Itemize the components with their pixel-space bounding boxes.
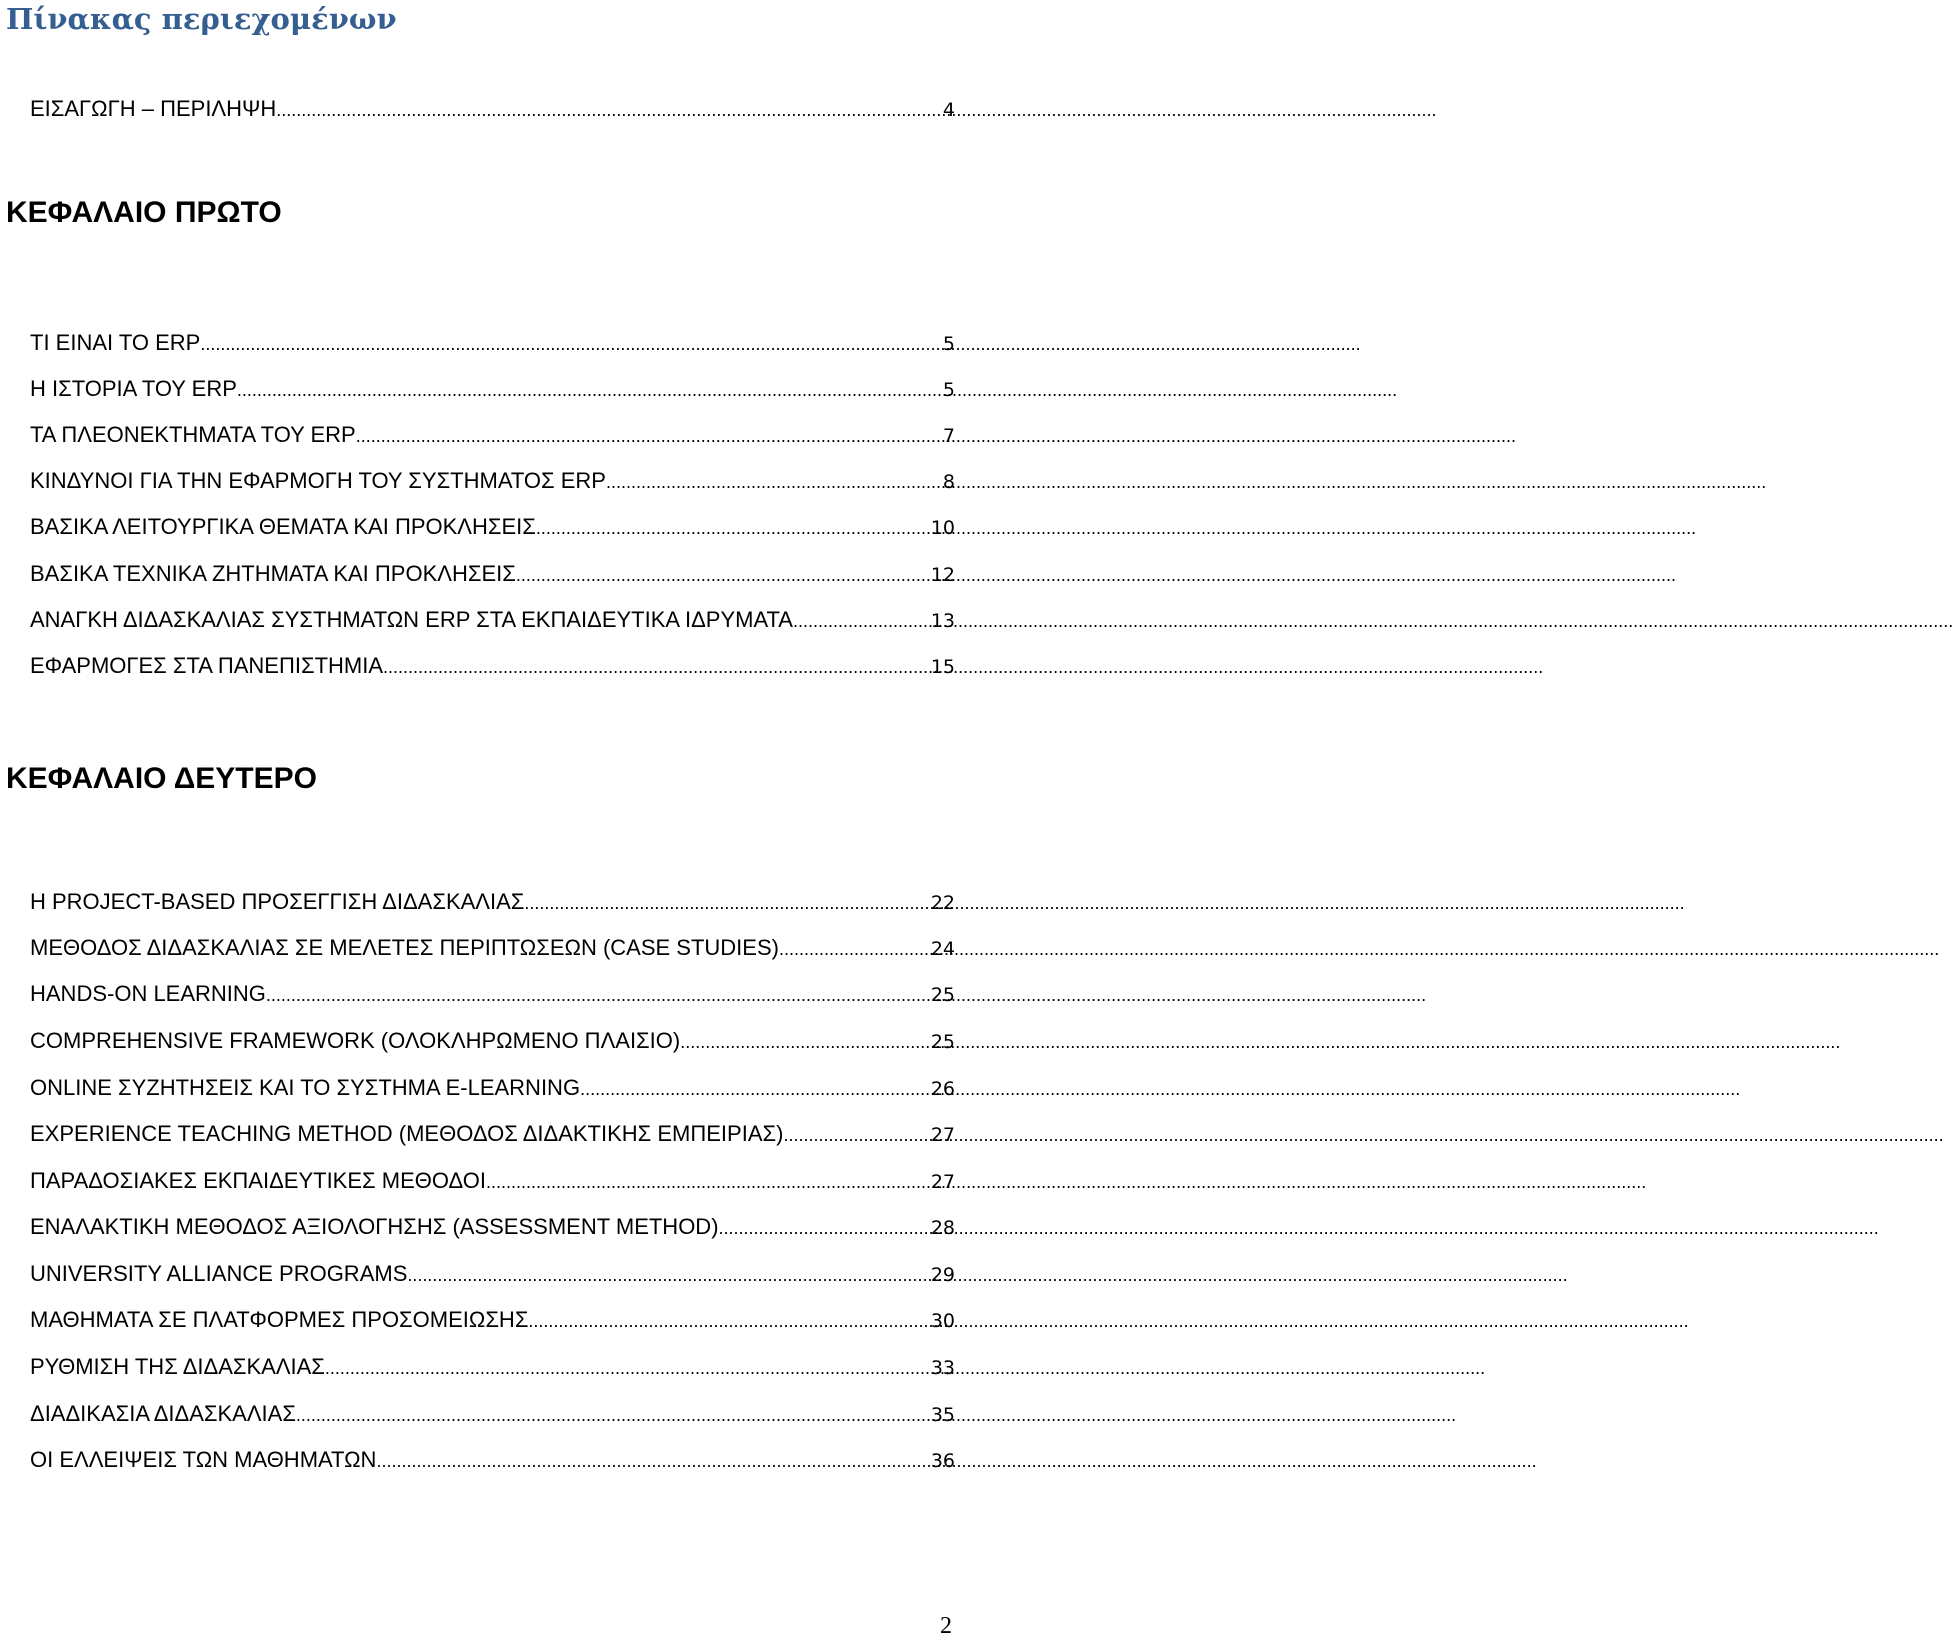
dot-leader	[325, 1351, 930, 1385]
dot-leader	[524, 886, 929, 920]
toc-entry-intro[interactable]	[30, 92, 955, 126]
dot-leader	[580, 1072, 930, 1106]
dot-leader	[528, 1304, 929, 1338]
toc-entry[interactable]	[30, 1443, 955, 1477]
toc-entry-page-number: 35	[930, 1404, 955, 1426]
toc-entry[interactable]	[30, 931, 955, 965]
toc-entry-label: ΟΙ ΕΛΛΕΙΨΕΙΣ ΤΩΝ ΜΑΘΗΜΑΤΩΝ	[30, 1447, 377, 1472]
toc-entry[interactable]	[30, 1350, 955, 1384]
dot-leader	[516, 558, 930, 592]
dot-leader	[680, 1025, 930, 1059]
toc-entry-label: ΒΑΣΙΚΑ ΤΕΧΝΙΚΑ ΖΗΤΗΜΑΤΑ ΚΑΙ ΠΡΟΚΛΗΣΕΙΣ	[30, 561, 516, 586]
toc-entry-page-number: 22	[930, 892, 955, 914]
dot-leader	[200, 327, 942, 361]
toc-entry-label: ΔΙΑΔΙΚΑΣΙΑ ΔΙΔΑΣΚΑΛΙΑΣ	[30, 1401, 296, 1426]
toc-entry-page-number: 15	[930, 656, 955, 678]
toc-entry-label: HANDS-ON LEARNING	[30, 981, 266, 1006]
toc-entry-page-number: 10	[930, 517, 955, 539]
toc-entry-page-number: 4	[942, 99, 955, 121]
toc-entry[interactable]	[30, 1117, 955, 1151]
dot-leader	[719, 1211, 930, 1245]
toc-entry[interactable]	[30, 977, 955, 1011]
toc-entry[interactable]	[30, 1071, 955, 1105]
toc-entry-page-number: 7	[942, 425, 955, 447]
dot-leader	[376, 1444, 929, 1478]
chapter-heading-2: ΚΕΦΑΛΑΙΟ ΔΕΥΤΕΡΟ	[6, 762, 317, 795]
toc-entry-page-number: 27	[930, 1124, 955, 1146]
toc-entry-label: ΕΙΣΑΓΩΓΗ – ΠΕΡΙΛΗΨΗ	[30, 96, 277, 121]
toc-entry-label: ΑΝΑΓΚΗ ΔΙΔΑΣΚΑΛΙΑΣ ΣΥΣΤΗΜΑΤΩΝ ERP ΣΤΑ ΕΚΠΑΙΔΕΥΤΙΚΑ ΙΔΡΥΜΑΤΑ	[30, 607, 793, 632]
toc-entry[interactable]	[30, 1397, 955, 1431]
dot-leader	[783, 1118, 929, 1152]
toc-entry-page-number: 12	[930, 564, 955, 586]
toc-entry[interactable]	[30, 1303, 955, 1337]
toc-entry-label: Η PROJECT-BASED ΠΡΟΣΕΓΓΙΣΗ ΔΙΔΑΣΚΑΛΙΑΣ	[30, 889, 525, 914]
dot-leader	[237, 373, 942, 407]
toc-entry-page-number: 33	[930, 1357, 955, 1379]
toc-entry[interactable]	[30, 372, 955, 406]
toc-entry-label: EXPERIENCE TEACHING METHOD (ΜΕΘΟΔΟΣ ΔΙΔΑΚΤΙΚΗΣ ΕΜΠΕΙΡΙΑΣ)	[30, 1121, 784, 1146]
dot-leader	[356, 419, 942, 453]
toc-entry-label: ΒΑΣΙΚΑ ΛΕΙΤΟΥΡΓΙΚΑ ΘΕΜΑΤΑ ΚΑΙ ΠΡΟΚΛΗΣΕΙΣ	[30, 514, 536, 539]
dot-leader	[383, 650, 930, 684]
toc-entry[interactable]	[30, 464, 955, 498]
toc-entry-page-number: 28	[930, 1217, 955, 1239]
dot-leader	[296, 1398, 930, 1432]
toc-entry-page-number: 25	[930, 1031, 955, 1053]
toc-entry[interactable]	[30, 326, 955, 360]
toc-entry-page-number: 8	[942, 471, 955, 493]
toc-entry[interactable]	[30, 1164, 955, 1198]
toc-entry-page-number: 36	[930, 1450, 955, 1472]
toc-entry-page-number: 30	[930, 1310, 955, 1332]
toc-entry[interactable]	[30, 557, 955, 591]
toc-entry-page-number: 5	[942, 379, 955, 401]
toc-entry-label: ΜΕΘΟΔΟΣ ΔΙΔΑΣΚΑΛΙΑΣ ΣΕ ΜΕΛΕΤΕΣ ΠΕΡΙΠΤΩΣΕΩΝ (CASE STUDIES)	[30, 935, 779, 960]
dot-leader	[407, 1258, 929, 1292]
toc-entry[interactable]	[30, 603, 955, 637]
toc-entry-label: ONLINE ΣΥΖΗΤΗΣΕΙΣ ΚΑΙ ΤΟ ΣΥΣΤΗΜΑ E-LEARNING	[30, 1075, 581, 1100]
toc-entry-page-number: 5	[942, 333, 955, 355]
toc-entry-label: ΕΦΑΡΜΟΓΕΣ ΣΤΑ ΠΑΝΕΠΙΣΤΗΜΙΑ	[30, 653, 384, 678]
toc-entry-label: ΡΥΘΜΙΣΗ ΤΗΣ ΔΙΔΑΣΚΑΛΙΑΣ	[30, 1354, 325, 1379]
toc-entry-label: ΤΑ ΠΛΕΟΝΕΚΤΗΜΑΤΑ ΤΟΥ ERP	[30, 422, 356, 447]
toc-entry-page-number: 29	[930, 1264, 955, 1286]
toc-entry[interactable]	[30, 510, 955, 544]
toc-entry-page-number: 27	[930, 1171, 955, 1193]
toc-entry-page-number: 25	[930, 984, 955, 1006]
toc-entry-label: ΜΑΘΗΜΑΤΑ ΣΕ ΠΛΑΤΦΟΡΜΕΣ ΠΡΟΣΟΜΕΙΩΣΗΣ	[30, 1307, 529, 1332]
dot-leader	[536, 511, 930, 545]
toc-entry-label: ΚΙΝΔΥΝΟΙ ΓΙΑ ΤΗΝ ΕΦΑΡΜΟΓΗ ΤΟΥ ΣΥΣΤΗΜΑΤΟΣ ERP	[30, 468, 606, 493]
toc-entry-label: ΕΝΑΛΑΚΤΙΚΗ ΜΕΘΟΔΟΣ ΑΞΙΟΛΟΓΗΣΗΣ (ASSESSMENT METHOD)	[30, 1214, 719, 1239]
toc-title: Πίνακας περιεχομένων	[6, 2, 397, 36]
toc-entry[interactable]	[30, 1257, 955, 1291]
toc-entry[interactable]	[30, 885, 955, 919]
toc-entry[interactable]	[30, 649, 955, 683]
dot-leader	[486, 1165, 930, 1199]
toc-entry[interactable]	[30, 1024, 955, 1058]
dot-leader	[276, 93, 942, 127]
toc-entry-label: ΠΑΡΑΔΟΣΙΑΚΕΣ ΕΚΠΑΙΔΕΥΤΙΚΕΣ ΜΕΘΟΔΟΙ	[30, 1168, 486, 1193]
toc-entry-page-number: 24	[930, 938, 955, 960]
page-number: 2	[940, 1613, 952, 1639]
dot-leader	[606, 465, 942, 499]
toc-entry-label: Η ΙΣΤΟΡΙΑ ΤΟΥ ERP	[30, 376, 237, 401]
toc-entry-page-number: 13	[930, 610, 955, 632]
toc-entry-label: ΤΙ ΕΙΝΑΙ ΤΟ ERP	[30, 330, 201, 355]
toc-entry[interactable]	[30, 418, 955, 452]
dot-leader	[266, 978, 930, 1012]
dot-leader	[793, 604, 930, 638]
toc-entry-page-number: 26	[930, 1078, 955, 1100]
toc-entry-label: COMPREHENSIVE FRAMEWORK (ΟΛΟΚΛΗΡΩΜΕΝΟ ΠΛΑΙΣΙΟ)	[30, 1028, 681, 1053]
dot-leader	[779, 932, 930, 966]
chapter-heading-1: ΚΕΦΑΛΑΙΟ ΠΡΩΤΟ	[6, 196, 282, 229]
toc-entry-label: UNIVERSITY ALLIANCE PROGRAMS	[30, 1261, 408, 1286]
toc-entry[interactable]	[30, 1210, 955, 1244]
